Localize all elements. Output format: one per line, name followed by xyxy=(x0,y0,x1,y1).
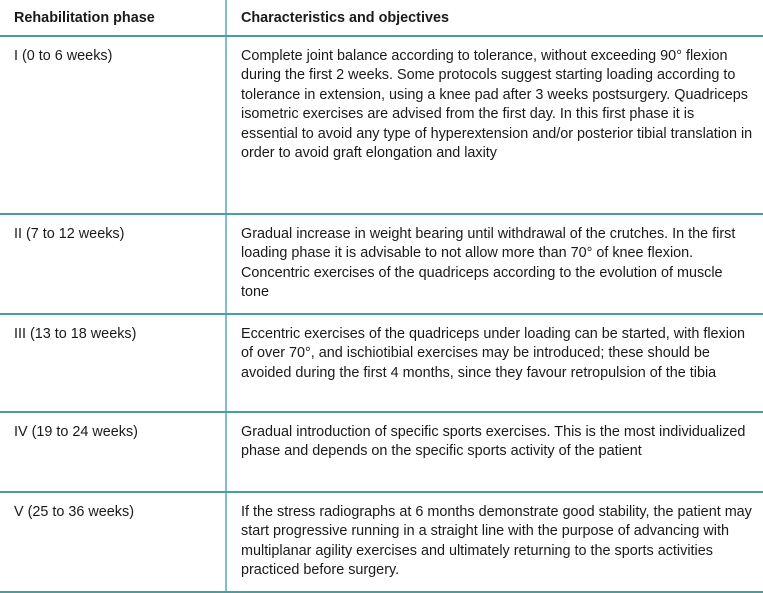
table-header xyxy=(0,0,763,36)
table-row xyxy=(0,412,763,492)
characteristics-cell: Gradual increase in weight bearing until withdrawal of the crutches. In the first loading phase it is advisable to not allow more than 70° of knee flexion. Concentric exercises of the quadriceps according to the evolution of muscle tone xyxy=(226,214,763,314)
characteristics-cell: Complete joint balance according to tolerance, without exceeding 90° flexion during the first 2 weeks. Some protocols suggest starting loading according to tolerance in extension, using a knee pad after 3 weeks postsurgery. Quadriceps isometric exercises are advised from the first day. In this first phase it is essential to avoid any type of hyperextension and/or posterior tibial translation in order to avoid graft elongation and laxity xyxy=(226,36,763,214)
table-body xyxy=(0,36,763,592)
phase-cell: III (13 to 18 weeks) xyxy=(0,314,226,412)
table-row xyxy=(0,214,763,314)
phase-cell: II (7 to 12 weeks) xyxy=(0,214,226,314)
characteristics-cell: Gradual introduction of specific sports exercises. This is the most individualized phase and depends on the specific sports activity of the patient xyxy=(226,412,763,492)
phase-cell: I (0 to 6 weeks) xyxy=(0,36,226,214)
characteristics-cell: If the stress radiographs at 6 months demonstrate good stability, the patient may start progressive running in a straight line with the purpose of advancing with multiplanar agility exercises and ultimately returning to the sports activities practiced before surgery. xyxy=(226,492,763,592)
phase-cell: IV (19 to 24 weeks) xyxy=(0,412,226,492)
phase-cell: V (25 to 36 weeks) xyxy=(0,492,226,592)
header-rehabilitation-phase: Rehabilitation phase xyxy=(0,0,226,36)
table-row xyxy=(0,36,763,214)
table-row xyxy=(0,314,763,412)
header-characteristics-objectives: Characteristics and objectives xyxy=(226,0,763,36)
characteristics-cell: Eccentric exercises of the quadriceps under loading can be started, with flexion of over 70°, and ischiotibial exercises may be introduced; these should be avoided during the first 4 months, since they favour retropulsion of the tibia xyxy=(226,314,763,412)
header-row xyxy=(0,0,763,36)
table-row xyxy=(0,492,763,592)
